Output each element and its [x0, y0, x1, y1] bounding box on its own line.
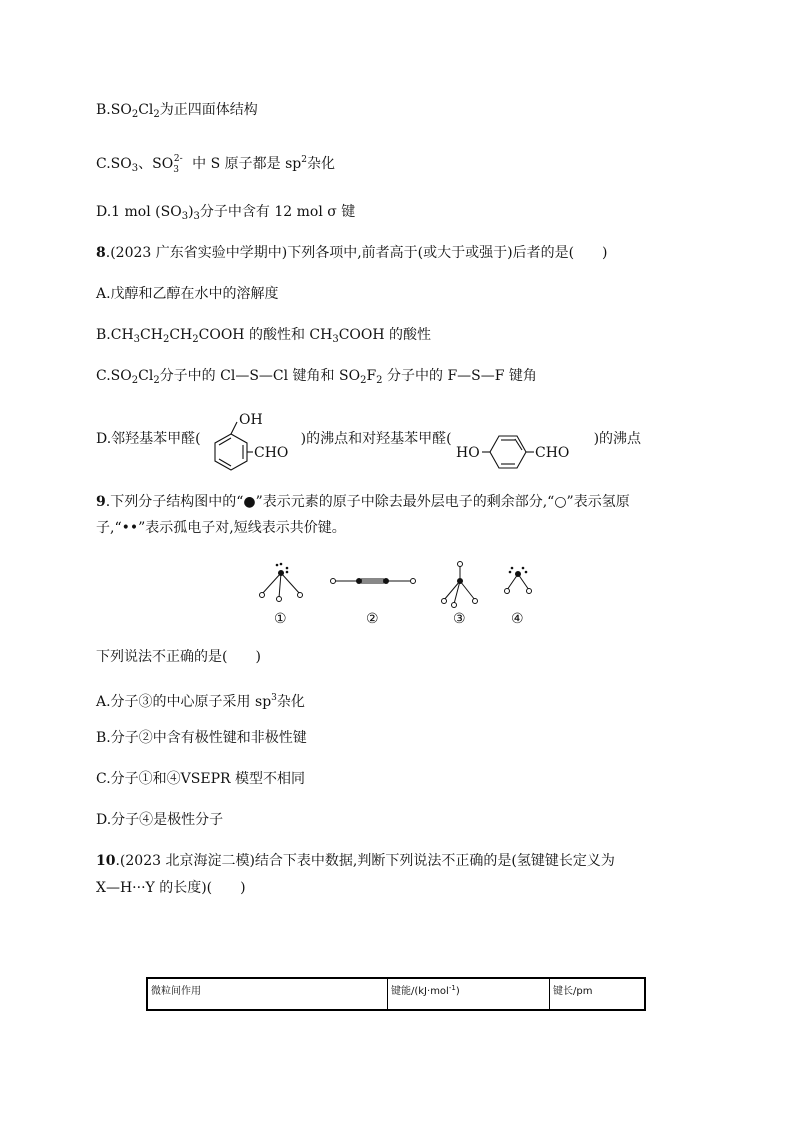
cho-label: CHO: [253, 445, 289, 461]
q8-option-b: $B.CH_3CH_2CH_2COOH$ 的酸性和 $CH_3COOH$ 的酸性: [96, 327, 432, 345]
ho-label: HO: [455, 445, 480, 461]
table-header-bond-length: 键长/pm: [553, 986, 593, 997]
q9-stem-line2: 子,“••”表示孤电子对,短线表示共价键。: [96, 520, 346, 536]
q9-option-a: A.分子③的中心原子采用 $sp^3$杂化: [96, 693, 305, 710]
bond-data-table: [146, 977, 646, 1011]
question-number: 10: [96, 853, 116, 869]
q10-stem-line1: 10.(2023 北京海淀二模)结合下表中数据,判断下列说法不正确的是(氢键键长定义为: [96, 853, 615, 869]
structure-label-2: ②: [366, 611, 379, 627]
q9-option-b: B.分子②中含有极性键和非极性键: [96, 730, 307, 746]
structure-label-1: ①: [274, 611, 287, 627]
question-number: 8: [96, 245, 106, 261]
cho-label-2: CHO: [534, 445, 569, 461]
structure-label-3: ③: [453, 611, 466, 627]
q7-option-b: $B.SO_2Cl_2$为正四面体结构: [96, 102, 258, 120]
q9-option-c: C.分子①和④VSEPR 模型不相同: [96, 771, 305, 787]
q9-question: 下列说法不正确的是( ): [96, 649, 261, 665]
q7-option-d: D.1 mol $(SO_3)_3$分子中含有 12 mol σ 键: [96, 204, 356, 222]
question-number: 9: [96, 494, 106, 510]
structure-label-4: ④: [511, 611, 524, 627]
q10-stem-line2: X—H···Y 的长度)( ): [96, 880, 246, 896]
q9-option-d: D.分子④是极性分子: [96, 812, 224, 828]
table-header-interaction: 微粒间作用: [148, 979, 388, 1009]
oh-label: OH: [238, 412, 263, 428]
q8-stem: 8.(2023 广东省实验中学期中)下列各项中,前者高于(或大于或强于)后者的是( ): [96, 245, 608, 261]
q7-option-c: $C.SO_3$、$SO_3^{2-}$ 中 S 原子都是 $sp^2$杂化: [96, 154, 335, 175]
q8-option-c: $C.SO_2Cl_2$分子中的 Cl—S—Cl 键角和 $SO_2F_2$ 分子中的 F—S—F 键角: [96, 368, 537, 386]
q8-option-d: D.邻羟基苯甲醛( OH CHO )的沸点和对羟基苯甲醛( HO CHO )的沸点: [96, 404, 641, 470]
q9-stem-line1: 9.下列分子结构图中的“●”表示元素的原子中除去最外层电子的剩余部分,“○”表示氢原: [96, 494, 630, 510]
o-hydroxybenzaldehyde-structure: [201, 412, 301, 472]
p-hydroxybenzaldehyde-structure: [452, 412, 594, 472]
q8-option-a: A.戊醇和乙醇在水中的溶解度: [96, 286, 279, 302]
table-header-bond-energy: 键能/(kJ·mol$^{-1}$): [388, 979, 550, 1009]
molecule-structures-figure: [256, 560, 546, 630]
